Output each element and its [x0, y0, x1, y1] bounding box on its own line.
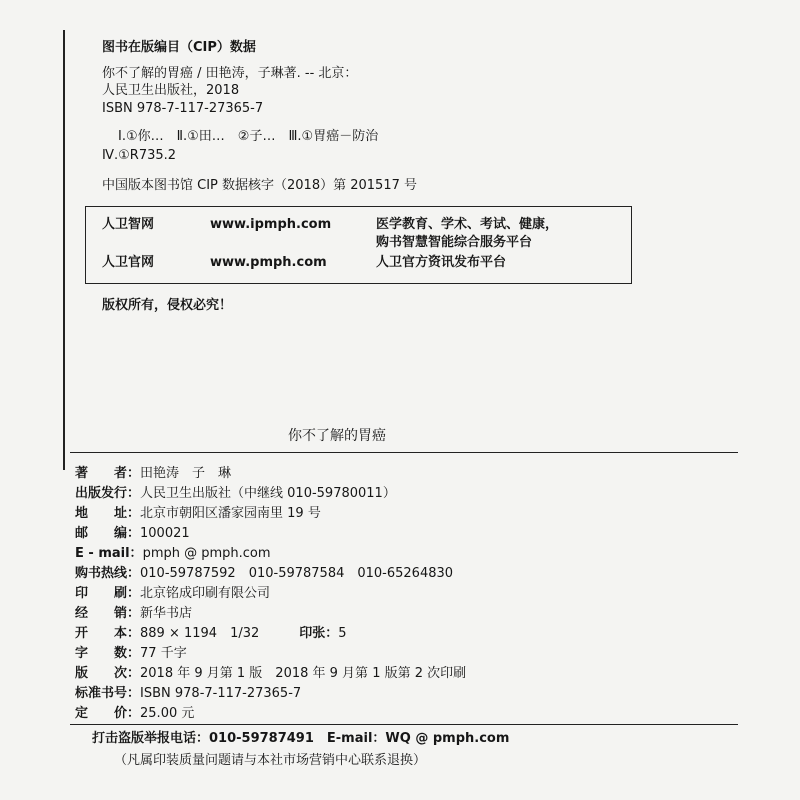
title-rule: [70, 452, 738, 453]
detail-author: [75, 466, 231, 482]
words-value: 77 千字: [140, 646, 187, 661]
email-value[interactable]: pmph @ pmph.com: [142, 546, 271, 561]
format-label: 开 本：: [75, 626, 141, 641]
detail-publisher: [75, 486, 396, 502]
book-title: 你不了解的胃癌: [288, 428, 386, 444]
site-desc-1: 医学教育、学术、考试、健康，: [376, 217, 559, 232]
detail-printer: [75, 586, 270, 602]
detail-format: [75, 626, 347, 642]
cip-title-line: 你不了解的胃癌 / 田艳涛，子琳著. -- 北京：: [102, 66, 358, 81]
site-desc-2: 人卫官方资讯发布平台: [376, 255, 507, 270]
sheets-value: 5: [338, 626, 347, 641]
cip-isbn: ISBN 978-7-117-27365-7: [102, 101, 264, 116]
author-label: 著 者：: [75, 466, 141, 481]
rights-notice: 版权所有，侵权必究！: [102, 298, 233, 313]
distributor-label: 经 销：: [75, 606, 141, 621]
detail-hotline: [75, 566, 453, 582]
format-value: 889 × 1194 1/32: [140, 626, 260, 641]
site-url-1[interactable]: www.ipmph.com: [210, 217, 332, 232]
site-url-2[interactable]: www.pmph.com: [210, 255, 327, 270]
cip-heading: 图书在版编目（CIP）数据: [102, 40, 256, 55]
email-label: E - mail：: [75, 546, 143, 561]
anti-piracy-line: 打击盗版举报电话：010-59787491 E-mail：WQ @ pmph.com: [92, 731, 510, 746]
detail-price: [75, 706, 194, 722]
detail-edition: [75, 666, 466, 682]
detail-standard-number: [75, 686, 301, 702]
words-label: 字 数：: [75, 646, 141, 661]
printer-label: 印 刷：: [75, 586, 141, 601]
distributor-value: 新华书店: [140, 606, 193, 621]
hotline-label: 购书热线：: [75, 566, 141, 581]
detail-words: [75, 646, 187, 662]
detail-email: [75, 546, 271, 562]
author-value: 田艳涛 子 琳: [140, 466, 232, 481]
edition-label: 版 次：: [75, 666, 141, 681]
cip-number: 中国版本图书馆 CIP 数据核字（2018）第 201517 号: [102, 178, 417, 193]
sheets-label: 印张：: [299, 626, 339, 641]
std-label: 标准书号：: [75, 686, 141, 701]
quality-notice: （凡属印装质量问题请与本社市场营销中心联系退换）: [114, 753, 427, 768]
edition-value: 2018 年 9 月第 1 版 2018 年 9 月第 1 版第 2 次印刷: [140, 666, 467, 681]
site-desc-1b: 购书智慧智能综合服务平台: [376, 235, 533, 250]
address-label: 地 址：: [75, 506, 141, 521]
site-name-2: 人卫官网: [102, 255, 155, 270]
site-name-1: 人卫智网: [102, 217, 155, 232]
hotline-value: 010-59787592 010-59787584 010-65264830: [140, 566, 454, 581]
publisher-label: 出版发行：: [75, 486, 141, 501]
footer-rule: [70, 724, 738, 725]
postcode-value: 100021: [140, 526, 190, 541]
printer-value: 北京铭成印刷有限公司: [140, 586, 271, 601]
std-value: ISBN 978-7-117-27365-7: [140, 686, 302, 701]
cip-classification-2: Ⅳ.①R735.2: [102, 148, 177, 163]
cip-publisher-line: 人民卫生出版社，2018: [102, 83, 240, 98]
detail-postcode: [75, 526, 190, 542]
detail-distributor: [75, 606, 192, 622]
price-value: 25.00 元: [140, 706, 195, 721]
price-label: 定 价：: [75, 706, 141, 721]
website-box: [85, 206, 632, 284]
postcode-label: 邮 编：: [75, 526, 141, 541]
detail-address: [75, 506, 321, 522]
margin-rule: [63, 30, 65, 470]
publisher-value: 人民卫生出版社（中继线 010-59780011）: [140, 486, 396, 501]
address-value: 北京市朝阳区潘家园南里 19 号: [140, 506, 321, 521]
cip-classification: Ⅰ.①你… Ⅱ.①田… ②子… Ⅲ.①胃癌－防治: [118, 129, 379, 144]
